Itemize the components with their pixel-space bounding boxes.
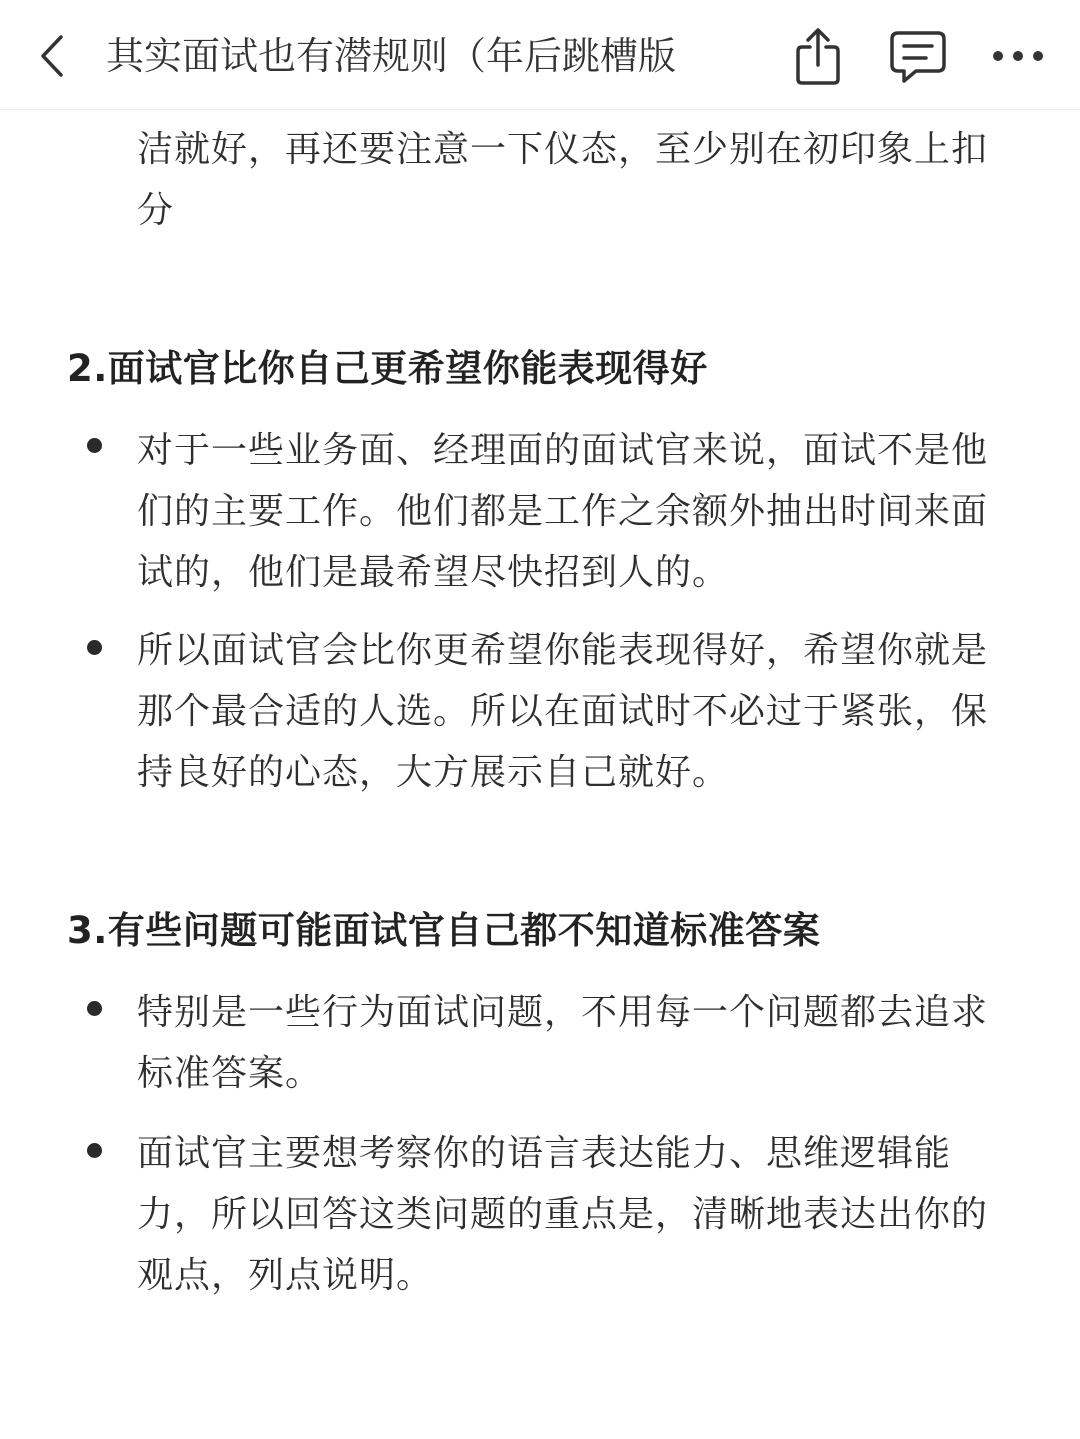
section-heading: 2.面试官比你自己更希望你能表现得好 <box>67 347 708 390</box>
bullet-dot <box>87 640 102 655</box>
share-button[interactable] <box>782 20 854 92</box>
list-item: 所以面试官会比你更希望你能表现得好，希望你就是那个最合适的人选。所以在面试时不必过于紧张，保持良好的心态，大方展示自己就好。 <box>137 630 989 793</box>
chevron-left-icon <box>37 33 67 79</box>
comment-button[interactable] <box>882 20 954 92</box>
bullet-dot <box>87 1001 102 1016</box>
bullet-dot <box>87 1143 102 1158</box>
list-item: 对于一些业务面、经理面的面试官来说，面试不是他们的主要工作。他们都是工作之余额外抽出时间来面试的，他们是最希望尽快招到人的。 <box>137 430 989 593</box>
section-heading: 3.有些问题可能面试官自己都不知道标准答案 <box>67 909 821 952</box>
intro-continuation-text: 洁就好，再还要注意一下仪态，至少别在初印象上扣分 <box>137 129 989 231</box>
list-item: 面试官主要想考察你的语言表达能力、思维逻辑能力，所以回答这类问题的重点是，清晰地表达出你的观点，列点说明。 <box>137 1133 989 1296</box>
list-item: 特别是一些行为面试问题，不用每一个问题都去追求标准答案。 <box>137 992 989 1094</box>
back-button[interactable] <box>28 28 76 84</box>
more-horizontal-icon <box>990 48 1046 64</box>
bullet-dot <box>87 438 102 453</box>
more-button[interactable] <box>982 20 1054 92</box>
comment-icon <box>888 27 948 85</box>
share-icon <box>790 25 846 87</box>
top-navigation-bar <box>0 0 1080 110</box>
page-title: 其实面试也有潜规则（年后跳槽版 <box>106 34 677 78</box>
